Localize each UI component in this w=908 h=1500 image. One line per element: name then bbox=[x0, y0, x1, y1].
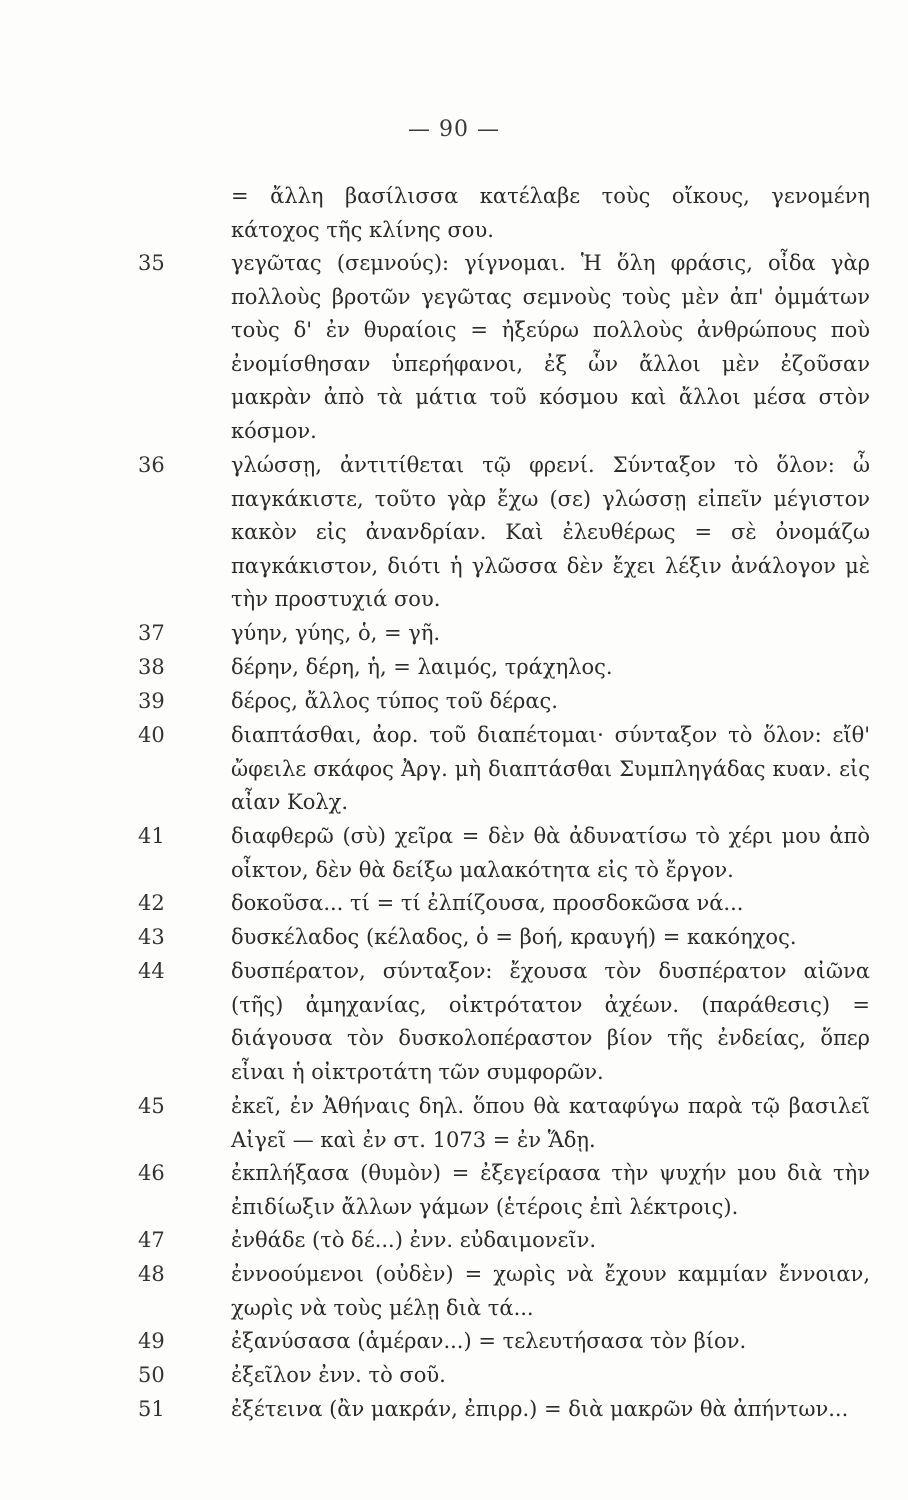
entry-number: 41 bbox=[138, 824, 165, 848]
entry-text: δέρος, ἄλλος τύπος τοῦ δέρας. bbox=[231, 689, 558, 713]
entry-text: δυσπέρατον, σύνταξον: ἔχουσα τὸν δυσπέρατον αἰῶνα (τῆς) ἀμηχανίας, οἰκτρότατον ἀχέων. (παράθεσις) = διάγουσα τὸν δυσκολοπέραστον βίον τῆς ἐνδείας, ὅπερ εἶναι ἡ οἰκτροτάτη τῶν συμφορῶν. bbox=[231, 959, 870, 1084]
entry-text: = ἄλλη βασίλισσα κατέλαβε τοὺς οἴκους, γενομένη κάτοχος τῆς κλίνης σου. bbox=[231, 184, 870, 242]
entry-number: 40 bbox=[138, 723, 165, 747]
glossary-entry bbox=[138, 1393, 870, 1427]
entry-number: 45 bbox=[138, 1094, 165, 1118]
glossary-entry bbox=[138, 887, 870, 921]
glossary-entry bbox=[138, 247, 870, 449]
entry-number: 39 bbox=[138, 689, 165, 713]
entry-text: δυσκέλαδος (κέλαδος, ὁ = βοή, κραυγή) = κακόηχος. bbox=[231, 925, 797, 949]
entry-number: 42 bbox=[138, 891, 165, 915]
glossary-entry bbox=[138, 921, 870, 955]
glossary-entry bbox=[138, 1090, 870, 1157]
entry-number: 47 bbox=[138, 1228, 165, 1252]
entry-text: διαπτάσθαι, ἀορ. τοῦ διαπέτομαι· σύνταξον τὸ ὅλον: εἴθ' ὤφειλε σκάφος Ἀργ. μὴ διαπτάσθαι Συμπληγάδας κυαν. εἰς αἶαν Κολχ. bbox=[231, 723, 870, 815]
entry-number: 35 bbox=[138, 251, 165, 275]
entry-text: δοκοῦσα... τί = τί ἐλπίζουσα, προσδοκῶσα νά... bbox=[231, 891, 744, 915]
glossary-entry bbox=[138, 1258, 870, 1325]
glossary-entry bbox=[138, 651, 870, 685]
entry-text: ἐκπλήξασα (θυμὸν) = ἐξεγείρασα τὴν ψυχήν μου διὰ τὴν ἐπιδίωξιν ἄλλων γάμων (ἑτέροις ἐπὶ λέκτροις). bbox=[231, 1161, 870, 1219]
entry-text: γεγῶτας (σεμνούς): γίγνομαι. Ἡ ὅλη φράσις, οἶδα γὰρ πολλοὺς βροτῶν γεγῶτας σεμνοὺς τοὺς μὲν ἀπ' ὀμμάτων τοὺς δ' ἐν θυραίοις = ἠξεύρω πολλοὺς ἀνθρώπους ποὺ ἐνομίσθησαν ὑπερήφανοι, ἐξ ὧν ἄλλοι μὲν ἐζοῦσαν μακρὰν ἀπὸ τὰ μάτια τοῦ κόσμου καὶ ἄλλοι μέσα στὸν κόσμον. bbox=[231, 251, 870, 443]
glossary-entry bbox=[138, 719, 870, 820]
entry-text: γύην, γύης, ὁ, = γῆ. bbox=[231, 621, 441, 645]
entry-text: ἐξανύσασα (ἁμέραν...) = τελευτήσασα τὸν βίον. bbox=[231, 1329, 747, 1353]
entry-number: 44 bbox=[138, 959, 165, 983]
entry-number: 46 bbox=[138, 1161, 165, 1185]
entry-text: ἐνθάδε (τὸ δέ...) ἐνν. εὐδαιμονεῖν. bbox=[231, 1228, 597, 1252]
entry-text: γλώσσῃ, ἀντιτίθεται τῷ φρενί. Σύνταξον τὸ ὅλον: ὦ παγκάκιστε, τοῦτο γὰρ ἔχω (σε) γλώσσῃ εἰπεῖν μέγιστον κακὸν εἰς ἀνανδρίαν. Καὶ ἐλευθέρως = σὲ ὀνομάζω παγκάκιστον, διότι ἡ γλῶσσα δὲν ἔχει λέξιν ἀνάλογον μὲ τὴν προστυχιά σου. bbox=[231, 453, 870, 612]
entry-text: ἐννοούμενοι (οὐδὲν) = χωρὶς νὰ ἔχουν καμμίαν ἔννοιαν, χωρὶς νὰ τοὺς μέλῃ διὰ τά... bbox=[231, 1262, 870, 1320]
entry-number: 50 bbox=[138, 1363, 165, 1387]
entry-text: ἐκεῖ, ἐν Ἀθήναις δηλ. ὅπου θὰ καταφύγω παρὰ τῷ βασιλεῖ Αἰγεῖ — καὶ ἐν στ. 1073 = ἐν Ἅδῃ. bbox=[231, 1094, 870, 1152]
entry-text: διαφθερῶ (σὺ) χεῖρα = δὲν θὰ ἀδυνατίσω τὸ χέρι μου ἀπὸ οἶκτον, δὲν θὰ δείξω μαλακότητα εἰς τὸ ἔργον. bbox=[231, 824, 870, 882]
glossary-entry bbox=[138, 1325, 870, 1359]
glossary-entry bbox=[138, 820, 870, 887]
glossary-entry bbox=[138, 449, 870, 617]
entry-number: 38 bbox=[138, 655, 165, 679]
entry-number: 36 bbox=[138, 453, 165, 477]
glossary-content bbox=[138, 180, 870, 1427]
entry-text: ἐξέτεινα (ἂν μακράν, ἐπιρρ.) = διὰ μακρῶν θὰ ἀπήντων... bbox=[231, 1397, 849, 1421]
entry-number: 43 bbox=[138, 925, 165, 949]
glossary-entry bbox=[138, 1157, 870, 1224]
entry-number: 51 bbox=[138, 1397, 165, 1421]
entry-number: 48 bbox=[138, 1262, 165, 1286]
glossary-entry bbox=[138, 1359, 870, 1393]
entry-text: δέρην, δέρη, ἡ, = λαιμός, τράχηλος. bbox=[231, 655, 613, 679]
entry-text: ἐξεῖλον ἐνν. τὸ σοῦ. bbox=[231, 1363, 446, 1387]
entry-number: 37 bbox=[138, 621, 165, 645]
entry-number: 49 bbox=[138, 1329, 165, 1353]
glossary-entry bbox=[138, 180, 870, 247]
glossary-entry bbox=[138, 617, 870, 651]
page-number: — 90 — bbox=[408, 117, 500, 142]
glossary-entry bbox=[138, 685, 870, 719]
glossary-entry bbox=[138, 955, 870, 1090]
glossary-entry bbox=[138, 1224, 870, 1258]
